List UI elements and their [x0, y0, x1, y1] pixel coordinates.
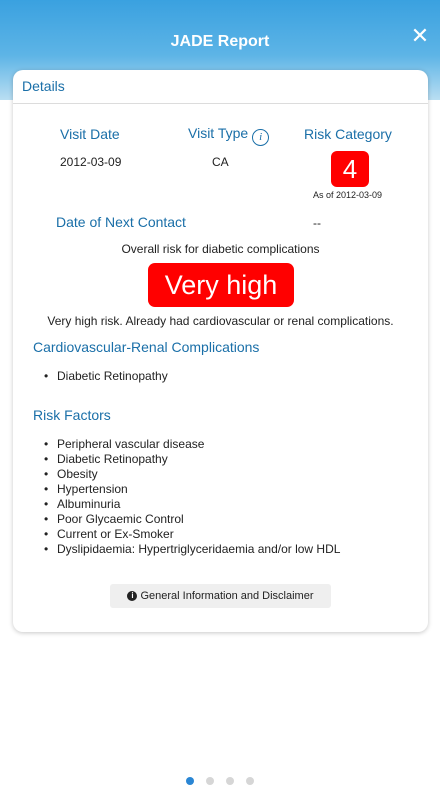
- risk-category-badge: 4: [331, 151, 369, 187]
- close-icon[interactable]: ✕: [410, 23, 430, 48]
- info-circle-icon: i: [127, 591, 137, 601]
- visit-type-label: Visit Type: [188, 125, 249, 141]
- as-of-date: As of 2012-03-09: [313, 190, 383, 200]
- risk-factors-title: Risk Factors: [33, 407, 111, 423]
- page-title: JADE Report: [170, 33, 270, 50]
- info-icon[interactable]: i: [252, 129, 269, 146]
- visit-type-value: CA: [212, 155, 229, 169]
- list-item: • Diabetic Retinopathy: [57, 369, 168, 384]
- disclaimer-button[interactable]: [110, 584, 331, 608]
- list-item: • Albuminuria: [57, 497, 340, 512]
- risk-description: Very high risk. Already had cardiovascular or renal complications.: [47, 314, 394, 328]
- page-dot-4[interactable]: [246, 777, 254, 785]
- risk-level-badge: Very high: [148, 263, 294, 307]
- risk-factors-list: [57, 437, 340, 557]
- visit-date-label: Visit Date: [60, 126, 120, 142]
- complications-list: [57, 369, 168, 384]
- list-item: • Diabetic Retinopathy: [57, 452, 340, 467]
- next-contact-label: Date of Next Contact: [56, 214, 186, 230]
- list-item: • Peripheral vascular disease: [57, 437, 340, 452]
- overall-risk-text: Overall risk for diabetic complications: [121, 242, 320, 256]
- disclaimer-label: General Information and Disclaimer: [140, 590, 314, 602]
- list-item: • Current or Ex-Smoker: [57, 527, 340, 542]
- page-dot-3[interactable]: [226, 777, 234, 785]
- risk-category-label: Risk Category: [304, 126, 392, 142]
- list-item: • Poor Glycaemic Control: [57, 512, 340, 527]
- details-card: [13, 70, 428, 632]
- card-title: Details: [13, 70, 428, 104]
- next-contact-value: --: [313, 216, 321, 230]
- page-dot-1[interactable]: [186, 777, 194, 785]
- list-item: • Dyslipidaemia: Hypertriglyceridaemia and/or low HDL: [57, 542, 340, 557]
- list-item: • Obesity: [57, 467, 340, 482]
- list-item: • Hypertension: [57, 482, 340, 497]
- visit-type-header: [188, 125, 269, 146]
- page-dot-2[interactable]: [206, 777, 214, 785]
- complications-title: Cardiovascular-Renal Complications: [33, 339, 260, 355]
- visit-date-value: 2012-03-09: [60, 155, 122, 169]
- page-indicator: [0, 777, 440, 785]
